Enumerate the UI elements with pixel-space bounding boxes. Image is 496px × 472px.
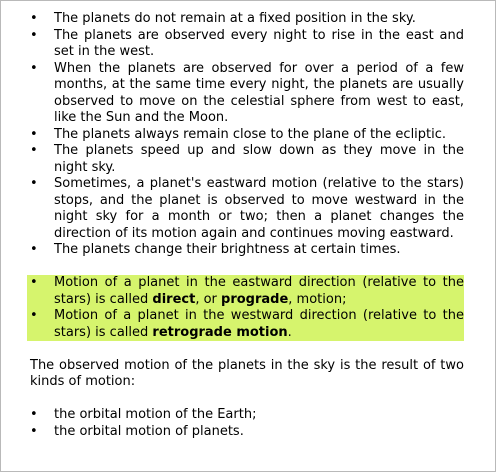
list-item: • the orbital motion of the Earth;	[30, 407, 257, 422]
list-item: • When the planets are observed for over a period of a few months, at the same time every night, the planets are usually observed to move on the celestial sphere from west to east, like the Sun and the Moon.	[30, 60, 464, 125]
bullet-icon: •	[30, 27, 38, 43]
bullet-icon: •	[30, 242, 38, 257]
summary-paragraph: The observed motion of the planets in the sky is the result of two kinds of motion:	[30, 357, 464, 389]
list-item: • Sometimes, a planet's eastward motion (relative to the stars) stops, and the planet is observed to move westward in the night sky for a month or two; then a planet changes the direction of its motion again and continues moving eastward.	[30, 176, 464, 241]
planet-observations-list	[30, 11, 464, 259]
motion-kinds-list	[30, 407, 464, 440]
list-item: • The planets do not remain at a fixed position in the sky.	[30, 11, 416, 26]
spacer	[30, 341, 464, 358]
list-item: • The planets are observed every night to rise in the east and set in the west.	[30, 27, 464, 59]
spacer	[30, 391, 464, 408]
term-prograde: prograde	[221, 291, 289, 307]
bullet-icon: •	[30, 60, 38, 76]
bullet-icon: •	[30, 275, 38, 290]
bullet-icon: •	[30, 143, 38, 158]
bullet-icon: •	[30, 423, 38, 439]
definition-retrograde: • Motion of a planet in the westward direction (relative to the stars) is called retrograde motion.	[30, 308, 464, 340]
list-item: • The planets change their brightness at certain times.	[30, 242, 401, 257]
term-retrograde: retrograde motion	[152, 324, 288, 340]
bullet-icon: •	[30, 176, 38, 191]
bullet-icon: •	[30, 407, 38, 422]
list-item: • The planets always remain close to the plane of the ecliptic.	[30, 126, 447, 142]
highlighted-definitions	[27, 275, 464, 341]
list-item: • the orbital motion of planets.	[30, 423, 244, 439]
spacer	[30, 259, 464, 276]
bullet-icon: •	[30, 11, 38, 26]
list-item: • The planets speed up and slow down as they move in the night sky.	[30, 143, 464, 175]
bullet-icon: •	[30, 308, 38, 323]
document-content	[30, 11, 464, 440]
term-direct: direct	[152, 291, 196, 307]
definition-direct: • Motion of a planet in the eastward direction (relative to the stars) is called direct, or prograde, motion;	[30, 275, 464, 307]
bullet-icon: •	[30, 126, 38, 142]
